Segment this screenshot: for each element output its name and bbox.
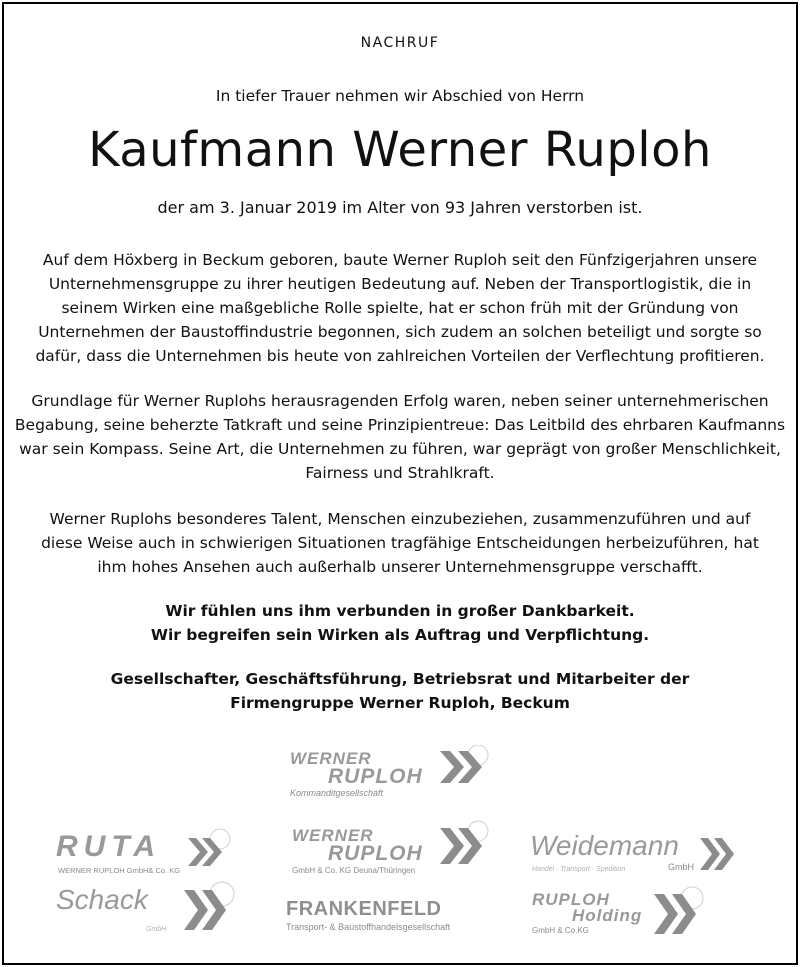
logo-ruploh-holding: RUPLOH Holding GmbH & Co.KG	[530, 884, 730, 940]
signature-block	[0, 667, 800, 715]
chevron-icon	[438, 820, 493, 870]
paragraph-line: diese Weise auch in schwierigen Situationen tragfähige Entscheidungen herbeizuführen, hat	[41, 534, 759, 552]
paragraph-line: Auf dem Höxberg in Beckum geboren, baute Werner Ruploh seit den Fünfzigerjahren unsere	[42, 251, 758, 269]
death-date-line: der am 3. Januar 2019 im Alter von 93 Jahren verstorben ist.	[157, 198, 643, 217]
paragraph-1	[0, 248, 800, 368]
gratitude-line: Wir fühlen uns ihm verbunden in großer Dankbarkeit.	[165, 602, 635, 620]
logo-schack: Schack GmbH	[56, 880, 242, 938]
paragraph-line: Begabung, seine beherzte Tatkraft und seine Prinzipientreue: Das Leitbild des ehrbaren Kaufmanns	[14, 416, 786, 434]
chevron-icon	[698, 834, 748, 876]
signature-line: Firmengruppe Werner Ruploh, Beckum	[230, 694, 570, 712]
chevron-icon	[438, 745, 493, 789]
logo-werner-ruploh-gmbh: WERNER RUPLOH GmbH & Co. KG Deuna/Thüringen	[290, 820, 500, 878]
paragraph-line: war sein Kompass. Seine Art, die Unternehmen zu führen, war geprägt von großer Menschlichkeit,	[19, 440, 781, 458]
paragraph-line: Unternehmensgruppe zu ihrer heutigen Bedeutung auf. Neben der Transportlogistik, die in	[48, 275, 752, 293]
paragraph-line: Fairness und Strahlkraft.	[305, 464, 495, 482]
paragraph-3	[0, 507, 800, 579]
logo-werner-ruploh-kg: WERNER RUPLOH Kommanditgesellschaft	[288, 745, 498, 801]
paragraph-line: ihm hohes Ansehen auch außerhalb unserer Unternehmensgruppe verschafft.	[97, 558, 703, 576]
paragraph-line: Unternehmen der Baustoffindustrie begonnen, sich zudem an solchen beteiligt und sorgte so	[38, 323, 762, 341]
paragraph-2	[0, 389, 800, 485]
signature-line: Gesellschafter, Geschäftsführung, Betriebsrat und Mitarbeiter der	[110, 670, 690, 688]
paragraph-line: dafür, dass die Unternehmen bis heute von zahlreichen Vorteilen der Verflechtung profitieren.	[35, 347, 765, 365]
paragraph-line: Grundlage für Werner Ruplohs herausragenden Erfolg waren, neben seiner unternehmerischen	[31, 392, 769, 410]
deceased-name: Kaufmann Werner Ruploh	[88, 122, 712, 178]
notice-heading: NACHRUF	[360, 35, 440, 51]
gratitude-line: Wir begreifen sein Wirken als Auftrag und Verpflichtung.	[150, 626, 650, 644]
intro-line: In tiefer Trauer nehmen wir Abschied von Herrn	[215, 87, 585, 105]
paragraph-line: seinem Wirken eine maßgebliche Rolle spielte, hat er schon früh mit der Gründung von	[61, 299, 739, 317]
chevron-icon	[182, 880, 238, 936]
logo-ruta: RUTA WERNER RUPLOH GmbH& Co. KG	[56, 828, 236, 878]
logo-frankenfeld: FRANKENFELD Transport- & Baustoffhandelsgesellschaft	[286, 898, 451, 932]
logo-weidemann: Weidemann GmbH Handel · Transport · Spedition	[530, 830, 750, 880]
paragraph-line: Werner Ruplohs besonderes Talent, Menschen einzubeziehen, zusammenzuführen und auf	[49, 510, 751, 528]
gratitude-block	[0, 599, 800, 647]
chevron-icon	[652, 886, 708, 938]
chevron-icon	[186, 828, 236, 874]
